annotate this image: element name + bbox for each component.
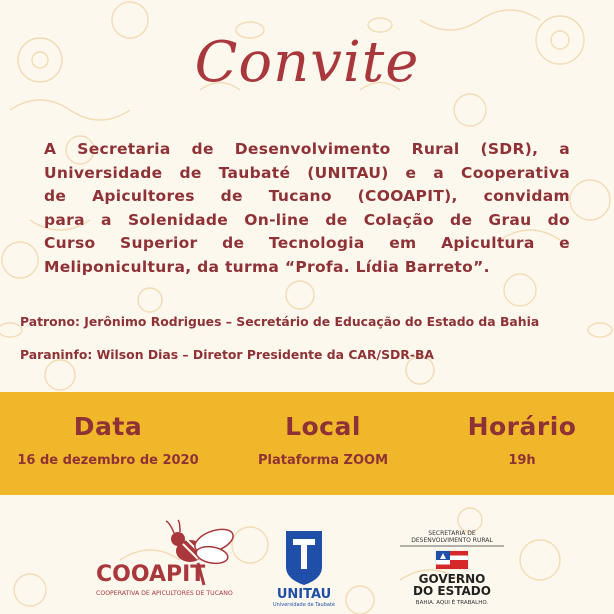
cooapit-subtitle: COOPERATIVA DE APICULTORES DE TUCANO	[96, 590, 233, 597]
intro-line: A Secretaria de Desenvolvimento Rural (SDR), a	[44, 140, 570, 158]
cooapit-name: COOAPIT	[96, 562, 206, 587]
location-heading: Local	[285, 412, 361, 441]
page-title: Convite	[194, 30, 420, 95]
date-heading: Data	[73, 412, 143, 441]
unitau-shield-icon	[286, 531, 322, 585]
bahia-flag-icon	[436, 551, 468, 569]
paraninfo-text: Paraninfo: Wilson Dias – Diretor Presidente da CAR/SDR-BA	[20, 347, 434, 362]
governo-top2: DESENVOLVIMENTO RURAL	[411, 537, 493, 544]
time-value: 19h	[508, 453, 536, 468]
governo-line2: DO ESTADO	[413, 584, 491, 598]
intro-line: de Apicultores de Tucano (COOAPIT), convidam	[44, 187, 570, 205]
date-value: 16 de dezembro de 2020	[17, 453, 199, 468]
patrono-text: Patrono: Jerônimo Rodrigues – Secretário de Educação do Estado da Bahia	[20, 314, 540, 329]
location-value: Plataforma ZOOM	[257, 453, 389, 468]
invitation-text	[44, 138, 570, 279]
time-column	[430, 412, 614, 468]
governo-line3: BAHIA. AQUI É TRABALHO.	[415, 600, 489, 606]
governo-line1: GOVERNO	[418, 572, 486, 586]
unitau-logo	[273, 531, 335, 608]
intro-line: para a Solenidade On-line de Colação de Grau do	[44, 210, 570, 229]
unitau-subtitle: Universidade de Taubaté	[273, 602, 335, 608]
date-column	[0, 412, 216, 468]
cooapit-logo	[96, 520, 236, 597]
location-column	[216, 412, 430, 468]
governo-top1: SECRETARIA DE	[428, 530, 476, 537]
intro-line: Curso Superior de Tecnologia em Apicultura e	[44, 234, 570, 252]
time-heading: Horário	[467, 412, 577, 441]
unitau-name: UNITAU	[276, 587, 332, 602]
intro-line: Universidade de Taubaté (UNITAU) e a Cooperativa	[44, 163, 570, 182]
governo-logo	[400, 530, 504, 606]
intro-line: Meliponicultura, da turma “Profa. Lídia Barreto”.	[44, 257, 490, 276]
logos-row	[0, 495, 614, 614]
